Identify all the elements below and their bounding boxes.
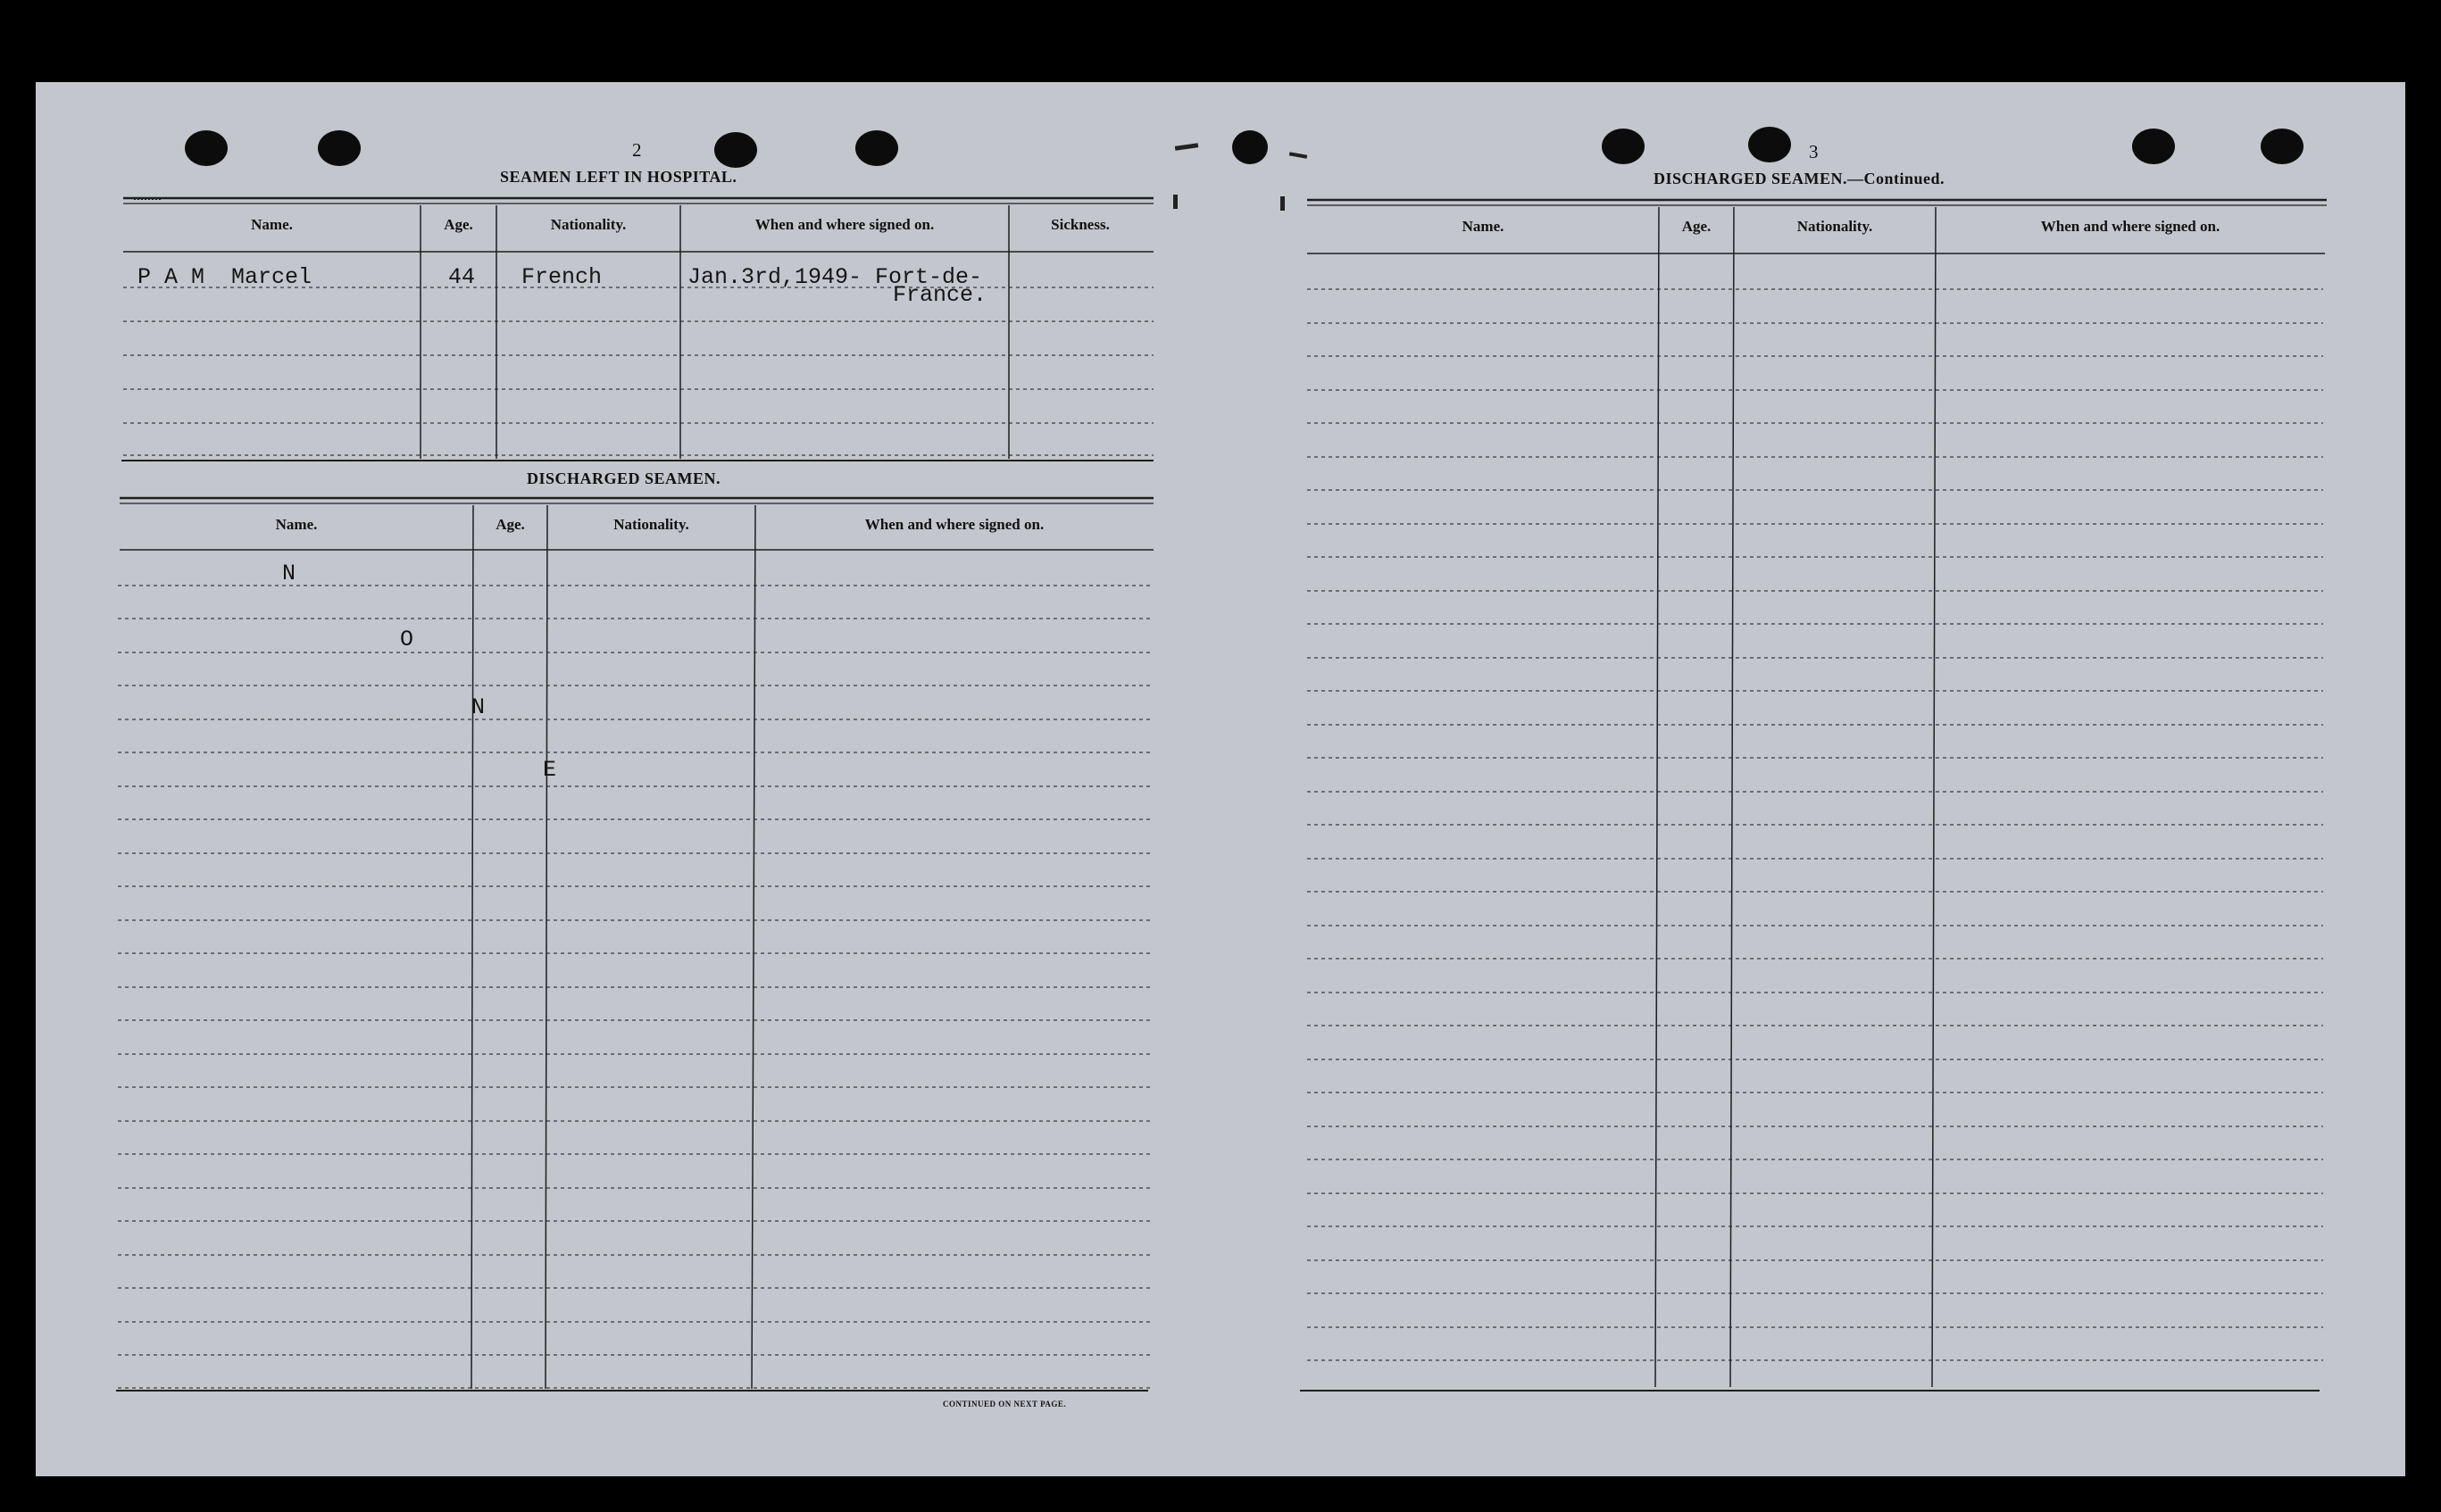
hospital-header-sickness: Sickness. <box>1051 216 1110 233</box>
none-letter: O <box>400 627 414 652</box>
hospital-header-age: Age. <box>444 216 473 233</box>
none-letter: E <box>543 757 557 783</box>
hospital-entry-age: 44 <box>448 264 476 290</box>
right-page-ruling <box>36 82 2405 1476</box>
hospital-entry-nationality: French <box>521 264 603 290</box>
hospital-header-signed-on: When and where signed on. <box>754 216 935 233</box>
discharged-header-age: Age. <box>496 516 525 533</box>
discharged-header-signed-on: When and where signed on. <box>864 516 1045 533</box>
discharged-header-name: Name. <box>275 516 318 533</box>
hospital-section-title: SEAMEN LEFT IN HOSPITAL. <box>500 168 737 186</box>
right-header-name: Name. <box>1462 218 1504 235</box>
scan-artifact <box>1173 195 1178 209</box>
none-letter: N <box>471 694 486 720</box>
continued-footer: CONTINUED ON NEXT PAGE. <box>943 1400 1067 1408</box>
hospital-entry-signed-on-line1: Jan.3rd,1949- Fort-de- <box>687 264 983 290</box>
scan-artifact <box>134 198 161 205</box>
scan-artifact <box>1280 196 1285 211</box>
right-header-age: Age. <box>1681 218 1712 235</box>
page-number: 3 <box>1809 141 1819 162</box>
document-sheet <box>36 82 2405 1476</box>
right-header-nationality: Nationality. <box>1796 218 1873 235</box>
hospital-header-name: Name. <box>251 216 293 233</box>
hospital-entry-signed-on-line2: France. <box>893 282 987 308</box>
discharged-header-nationality: Nationality. <box>613 516 689 533</box>
hospital-header-nationality: Nationality. <box>550 216 627 233</box>
discharged-section-title: DISCHARGED SEAMEN. <box>527 469 721 487</box>
none-letter: N <box>282 561 296 586</box>
hospital-entry-name: P A M Marcel <box>137 264 312 290</box>
page-number: 2 <box>632 139 642 161</box>
right-header-signed-on: When and where signed on. <box>2040 218 2220 235</box>
discharged-continued-title: DISCHARGED SEAMEN.—Continued. <box>1654 170 1945 187</box>
